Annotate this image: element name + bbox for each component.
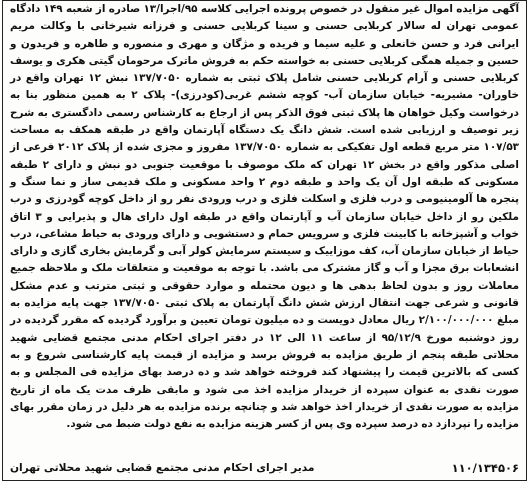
notice-signature: مدیر اجرای احکام مدنی مجتمع قضایی شهید محلاتی تهران	[10, 462, 315, 474]
notice-body-text: آگهی مزایده اموال غیر منقول در خصوص پرونده اجرایی کلاسه ۹۵/اجرا/۱۳ صادره از شعبه ۱۴۹ دادگاه عمومی تهران له سالار کربلایی حسنی و سینا کربلایی حسنی و فرزانه شیرخانی با وکالت مریم ایرانی فرد و حسن خانعلی و علیه سیما و فریده و مژگان و مهری و منصوره و طاهره و فریدون و حسین و جمیله همگی کربلایی حسنی به خواسته حکم به فروش ماترک مرحومان گیتی هکری و یوسف کربلایی حسنی و آرام کربلایی حسنی شامل پلاک ثبتی به شماره ۱۳۷/۷۰۵۰ نبش ۱۲ تهران واقع در خاوران- مشیریه- خیابان سازمان آب- کوچه ششم غربی(کودرزی)- پلاک ۲ به همین منظور بنا به درخواست وکیل خواهان ها پلاک ثبتی فوق الذکر پس از ارجاع به کارشناس رسمی دادگستری به شرح زیر توصیف و ارزیابی شده است. شش دانگ یک دستگاه آپارتمان واقع در طبقه همکف به مساحت ۱۰۷/۵۳ متر مربع قطعه اول تفکیکی به شماره ۱۳۷/۷۰۵۰ مفروز و مجزی شده از پلاک ۲۰۱۲ فرعی از اصلی مذکور واقع در بخش ۱۲ تهران که ملک موصوف با موقعیت جنوبی دو نبش و دارای ۲ طبقه مسکونی که طبقه اول آن یک واحد و طبقه دوم ۲ واحد مسکونی و ملک قدیمی ساز و نما سنگ و پنجره ها آلومینیومی و درب فلزی و اسکلت فلزی و درب ورودی نفر رو از داخل کوچه گودرزی و درب ملکین رو از داخل خیابان سازمان آب و آپارتمان واقع در طبقه اول دارای هال و پذیرایی و ۳ اتاق خواب و آشپزخانه با کابینت فلزی و سرویس حمام و دستشویی و دارای ورودی به حیاط مشاعی، درب حیاط از خیابان سازمان آب، کف موزاییک و سیستم سرمایش کولر آبی و گرمایش بخاری گازی و دارای انشعابات برق مجزا و آب و گاز مشترک می باشد. با توجه به موقعیت و متعلقات ملک و ملاحظه جمیع معاملات روز و بدون لحاظ بدهی ها و دیون محتمله و موارد حقوقی و ثبتی مترتب و عدم مشکل قانونی و شرعی جهت انتقال ارزش شش دانگ آپارتمان به پلاک ثبتی ۱۳۷/۷۰۵۰ جهت پایه مزایده به مبلغ ۲/۱۰۰/۰۰۰/۰۰۰ ریال معادل دویست و ده میلیون تومان تعیین و برآورد گردیده که مقرر گردیده در روز دوشنبه مورخ ۹۵/۱۲/۹ از ساعت ۱۱ الی ۱۲ در دفتر اجرای احکام مدنی مجتمع قضایی شهید محلاتی طبقه پنجم از طریق مزایده به فروش برسد و مزایده از قیمت پایه کارشناسی شروع و به کسی که بالاترین قیمت را پیشنهاد کند فروخته خواهد شد و ده درصد بهای مزایده فی المجلس و به صورت نقدی به عنوان سپرده از خریدار مزایده اخذ می شود و مابقی ظرف مدت یک ماه از تاریخ مزایده به صورت نقدی از خریدار اخذ خواهد شد و چنانچه برنده مزایده به هر دلیل در زمان مقرر بهای مزایده را نپردازد ده درصد سپرده وی پس از کسر هزینه مزایده به نفع دولت ضبط می شود.	[10, 3, 520, 431]
notice-footer	[10, 459, 519, 477]
notice-reference-code: ۱۱۰/۱۳۴۵۰۶	[451, 461, 519, 475]
auction-notice	[2, 0, 527, 481]
